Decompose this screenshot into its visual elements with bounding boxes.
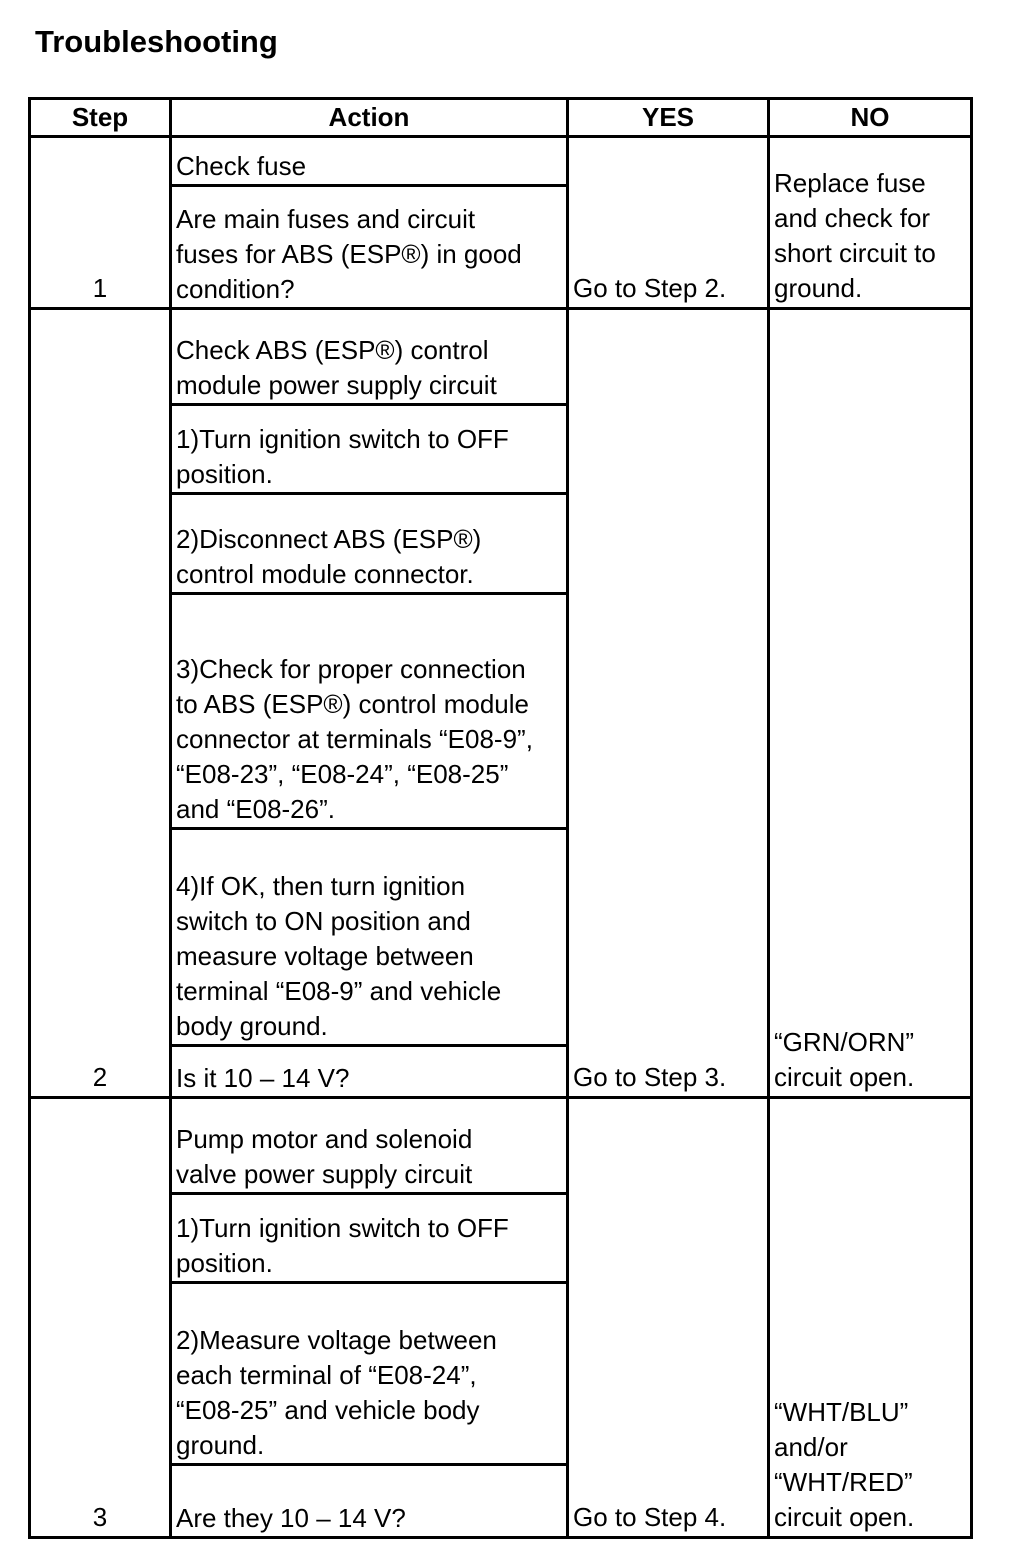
no-result	[769, 1098, 972, 1538]
action-text-line: 2)Disconnect ABS (ESP®)	[176, 524, 482, 554]
step-row	[30, 309, 972, 1098]
action-text-line: connector at terminals “E08-9”,	[176, 724, 533, 754]
action-text-line: Pump motor and solenoid	[176, 1124, 473, 1154]
action-cell	[171, 309, 568, 1098]
action-item	[172, 495, 566, 595]
action-cell	[171, 137, 568, 309]
yes-result	[568, 309, 769, 1098]
action-item	[172, 1047, 566, 1096]
no-text-line: and check for	[774, 203, 931, 233]
action-text-line: Are they 10 – 14 V?	[176, 1503, 406, 1533]
no-text-line: “WHT/RED”	[774, 1467, 913, 1497]
step-row	[30, 1098, 972, 1538]
header-yes: YES	[568, 99, 769, 137]
action-text-line: measure voltage between	[176, 941, 474, 971]
action-text-line: 1)Turn ignition switch to OFF	[176, 1213, 509, 1243]
action-item	[172, 1466, 566, 1536]
action-text-line: condition?	[176, 274, 295, 304]
action-text-line: body ground.	[176, 1011, 328, 1041]
header-step: Step	[30, 99, 171, 137]
no-text-line: circuit open.	[774, 1062, 915, 1092]
action-item	[172, 310, 566, 406]
step-row	[30, 137, 972, 309]
yes-result	[568, 1098, 769, 1538]
action-text-line: module power supply circuit	[176, 370, 497, 400]
action-cell	[171, 1098, 568, 1538]
action-text-line: 4)If OK, then turn ignition	[176, 871, 466, 901]
action-text-line: 1)Turn ignition switch to OFF	[176, 424, 509, 454]
no-text-line: circuit open.	[774, 1502, 915, 1532]
yes-result	[568, 137, 769, 309]
step-number: 2	[30, 309, 171, 1098]
action-text-line: Is it 10 – 14 V?	[176, 1063, 350, 1093]
action-item	[172, 1099, 566, 1195]
no-text-line: ground.	[774, 273, 863, 303]
action-item	[172, 595, 566, 830]
page-title: Troubleshooting	[35, 24, 278, 59]
action-item	[172, 1284, 566, 1466]
action-text-line: Check fuse	[176, 151, 307, 181]
action-text-line: ground.	[176, 1430, 265, 1460]
action-text-line: to ABS (ESP®) control module	[176, 689, 529, 719]
action-text-line: position.	[176, 459, 273, 489]
header-action: Action	[171, 99, 568, 137]
no-text-line: short circuit to	[774, 238, 936, 268]
action-text-line: 3)Check for proper connection	[176, 654, 526, 684]
action-text-line: fuses for ABS (ESP®) in good	[176, 239, 522, 269]
action-item	[172, 187, 566, 307]
no-result	[769, 309, 972, 1098]
action-text-line: “E08-23”, “E08-24”, “E08-25”	[176, 759, 509, 789]
action-text-line: Are main fuses and circuit	[176, 204, 476, 234]
action-item	[172, 138, 566, 187]
header-row	[30, 99, 972, 137]
yes-text-line: Go to Step 2.	[573, 273, 727, 303]
action-item	[172, 406, 566, 495]
no-text-line: “WHT/BLU”	[774, 1397, 909, 1427]
action-text-line: “E08-25” and vehicle body	[176, 1395, 480, 1425]
action-text-line: valve power supply circuit	[176, 1159, 473, 1189]
action-text-line: terminal “E08-9” and vehicle	[176, 976, 502, 1006]
no-result	[769, 137, 972, 309]
header-no: NO	[769, 99, 972, 137]
no-text-line: and/or	[774, 1432, 848, 1462]
no-text-line: “GRN/ORN”	[774, 1027, 915, 1057]
action-text-line: 2)Measure voltage between	[176, 1325, 497, 1355]
troubleshooting-table	[28, 97, 973, 1539]
action-text-line: control module connector.	[176, 559, 474, 589]
yes-text-line: Go to Step 4.	[573, 1502, 727, 1532]
no-text-line: Replace fuse	[774, 168, 926, 198]
action-item	[172, 1195, 566, 1284]
action-text-line: and “E08-26”.	[176, 794, 335, 824]
action-item	[172, 830, 566, 1047]
action-text-line: switch to ON position and	[176, 906, 471, 936]
step-number: 3	[30, 1098, 171, 1538]
action-text-line: Check ABS (ESP®) control	[176, 335, 489, 365]
action-text-line: position.	[176, 1248, 273, 1278]
yes-text-line: Go to Step 3.	[573, 1062, 727, 1092]
step-number: 1	[30, 137, 171, 309]
action-text-line: each terminal of “E08-24”,	[176, 1360, 477, 1390]
